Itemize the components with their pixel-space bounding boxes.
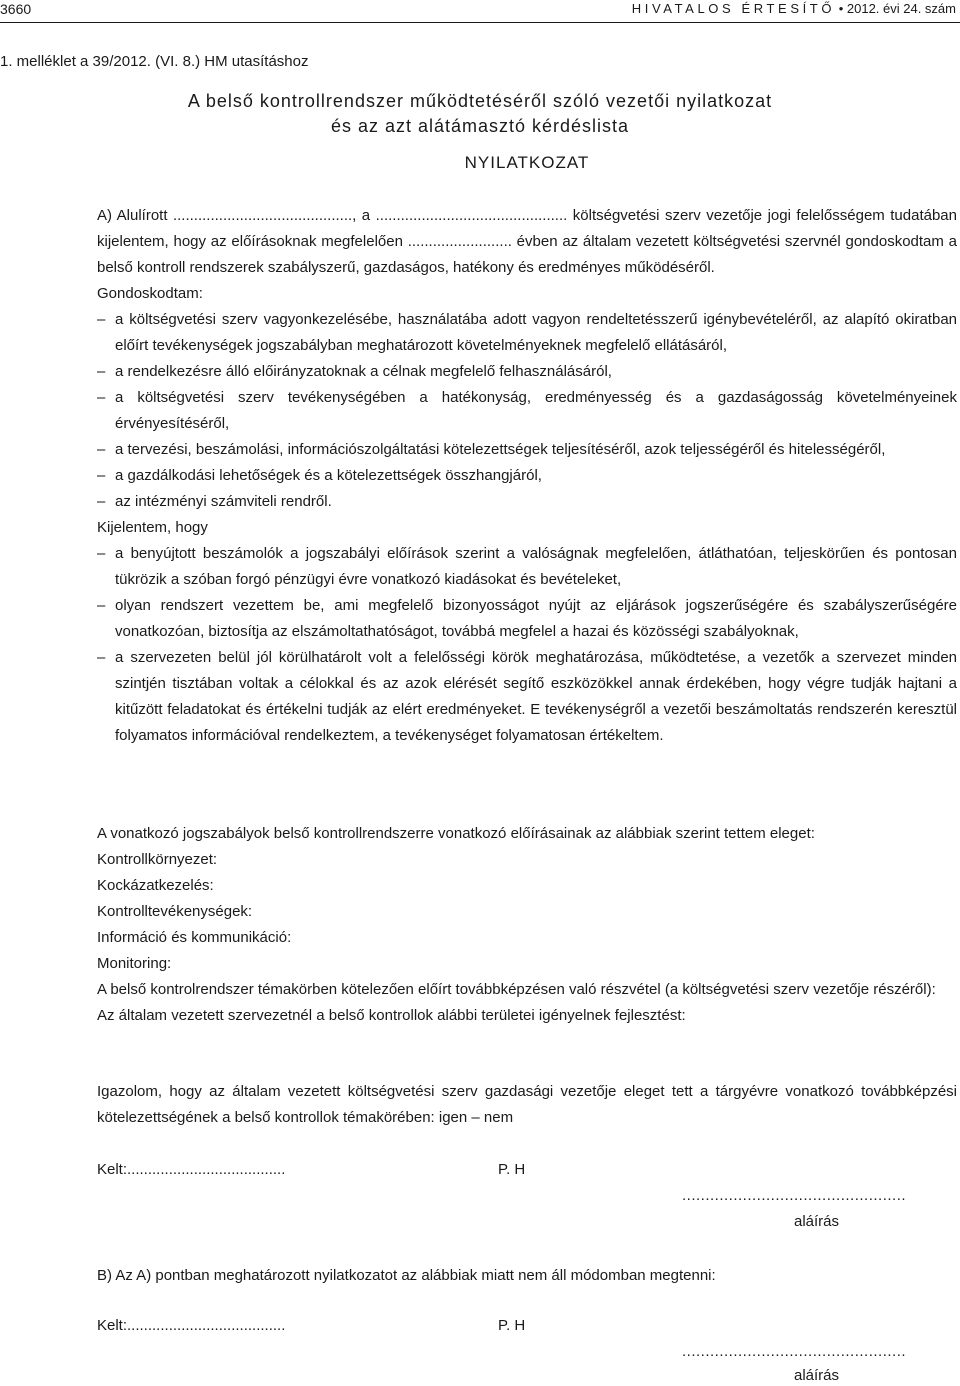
stamp-ph-b: P. H bbox=[498, 1317, 526, 1334]
component-monitoring: Monitoring: bbox=[97, 955, 172, 972]
list-item: – a szervezeten belül jól körülhatárolt volt a felelősségi körök meghatározása, működtetése, a vezetők a szervezet minden szintjén tisztában voltak a célokkal és az azok elérését segítő eszközökkel annak érdekében, hogy végre tudják hajtani a kitűzött feladatokat és értékelni tudják az elért eredményeket. E tevékenységről a vezetői beszámoltatás rendszerén keresztül folyamatos információval rendelkeztem, a tevékenységet folyamatosan értékeltem. bbox=[97, 645, 957, 749]
dash-bullet: – bbox=[97, 363, 106, 380]
list-item: – a benyújtott beszámolók a jogszabályi előírások szerint a valóságnak megfelelően, átláthatóan, teljeskörűen és pontosan tükrözik a szóban forgó pénzügyi évre vonatkozó kiadásokat és bevételeket, bbox=[97, 541, 957, 593]
declaration-heading: NYILATKOZAT bbox=[464, 153, 590, 172]
issue-info: 2012. évi 24. szám bbox=[846, 1, 956, 16]
control-components-section bbox=[97, 821, 957, 1029]
signature-label-a: aláírás bbox=[794, 1213, 840, 1230]
section-b-text: B) Az A) pontban meghatározott nyilatkozatot az alábbiak miatt nem áll módomban megtenni: bbox=[97, 1267, 716, 1284]
stamp-ph-a: P. H bbox=[498, 1161, 526, 1178]
signature-label-b: aláírás bbox=[794, 1367, 840, 1384]
document-title bbox=[0, 89, 960, 139]
dash-bullet: – bbox=[97, 597, 106, 614]
journal-info bbox=[632, 0, 956, 18]
list-item: – a költségvetési szerv tevékenységében a hatékonyság, eredményesség és a gazdaságosság követelményeinek érvényesítéséről, bbox=[97, 385, 957, 437]
signature-line-b: ................................................ bbox=[682, 1343, 907, 1360]
page-number: 3660 bbox=[0, 1, 32, 17]
component-risk-management: Kockázatkezelés: bbox=[97, 877, 214, 894]
declare-label: Kijelentem, hogy bbox=[97, 519, 208, 536]
list-item: – a költségvetési szerv vagyonkezelésébe, használatába adott vagyon rendeltetésszerű igénybevételéről, az alapító okiratban előírt tevékenységek jogszabályban meghatározott követelményeknek megfelelő ellátásáról, bbox=[97, 307, 957, 359]
certification-text: Igazolom, hogy az általam vezetett költségvetési szerv gazdasági vezetője eleget tett a tárgyévre vonatkozó továbbképzési kötelezettségének a belső kontrollok témakörében: igen – nem bbox=[97, 1083, 957, 1126]
list-item: – olyan rendszert vezettem be, ami megfelelő bizonyosságot nyújt az eljárások jogszerűségére és szabályszerűségére vonatkozóan, biztosítja az elszámoltathatóságot, továbbá megfelel a hazai és közösségi szabályoknak, bbox=[97, 593, 957, 645]
dash-bullet: – bbox=[97, 467, 106, 484]
dash-bullet: – bbox=[97, 493, 106, 510]
care-list bbox=[97, 307, 957, 515]
section-b bbox=[97, 1263, 957, 1289]
section-a bbox=[97, 203, 957, 749]
list-item: – az intézményi számviteli rendről. bbox=[97, 489, 957, 515]
regulations-intro: A vonatkozó jogszabályok belső kontrollrendszerre vonatkozó előírásainak az alábbiak szerint tettem eleget: bbox=[97, 825, 815, 842]
annex-reference: 1. melléklet a 39/2012. (VI. 8.) HM utasításhoz bbox=[0, 53, 309, 70]
dash-bullet: – bbox=[97, 649, 106, 666]
journal-name: HIVATALOS ÉRTESÍTŐ bbox=[631, 1, 836, 16]
dated-field-a: Kelt:...................................... bbox=[97, 1161, 286, 1178]
certification-block bbox=[97, 1079, 957, 1131]
training-participation: A belső kontrolrendszer témakörben kötelezően előírt továbbképzésen való részvétel (a költségvetési szerv vezetője részéről): bbox=[97, 981, 936, 998]
dash-bullet: – bbox=[97, 311, 106, 328]
page-header bbox=[0, 0, 960, 22]
component-information-communication: Információ és kommunikáció: bbox=[97, 929, 292, 946]
list-item: – a gazdálkodási lehetőségek és a kötelezettségek összhangjáról, bbox=[97, 463, 957, 489]
list-item: – a tervezési, beszámolási, információszolgáltatási kötelezettségek teljesítéséről, azok teljességéről és hitelességéről, bbox=[97, 437, 957, 463]
header-separator: • bbox=[838, 1, 844, 16]
dash-bullet: – bbox=[97, 389, 106, 406]
care-label: Gondoskodtam: bbox=[97, 285, 203, 302]
dash-bullet: – bbox=[97, 441, 106, 458]
development-areas: Az általam vezetett szervezetnél a belső kontrollok alábbi területei igényelnek fejlesztést: bbox=[97, 1007, 686, 1024]
title-line-1: A belső kontrollrendszer működtetéséről szóló vezetői nyilatkozat bbox=[187, 91, 773, 111]
signature-line-a: ................................................ bbox=[682, 1187, 907, 1204]
title-line-2: és az azt alátámasztó kérdéslista bbox=[330, 116, 630, 136]
component-control-environment: Kontrollkörnyezet: bbox=[97, 851, 218, 868]
declare-list bbox=[97, 541, 957, 749]
list-item: – a rendelkezésre álló előirányzatoknak a célnak megfelelő felhasználásáról, bbox=[97, 359, 957, 385]
header-rule bbox=[0, 22, 960, 23]
dash-bullet: – bbox=[97, 545, 106, 562]
component-control-activities: Kontrolltevékenységek: bbox=[97, 903, 253, 920]
dated-field-b: Kelt:...................................... bbox=[97, 1317, 286, 1334]
section-a-intro: A) Alulírott ..........................................., a .............................................. költségvetési szerv vezetője jogi felelősségem tudatában kijelentem, hogy az előírásoknak megfelelően ......................... évben az általam vezetett költségvetési szervnél gondoskodtam a belső kontroll rendszerek szabályszerű, gazdaságos, hatékony és eredményes működéséről. bbox=[97, 207, 957, 276]
